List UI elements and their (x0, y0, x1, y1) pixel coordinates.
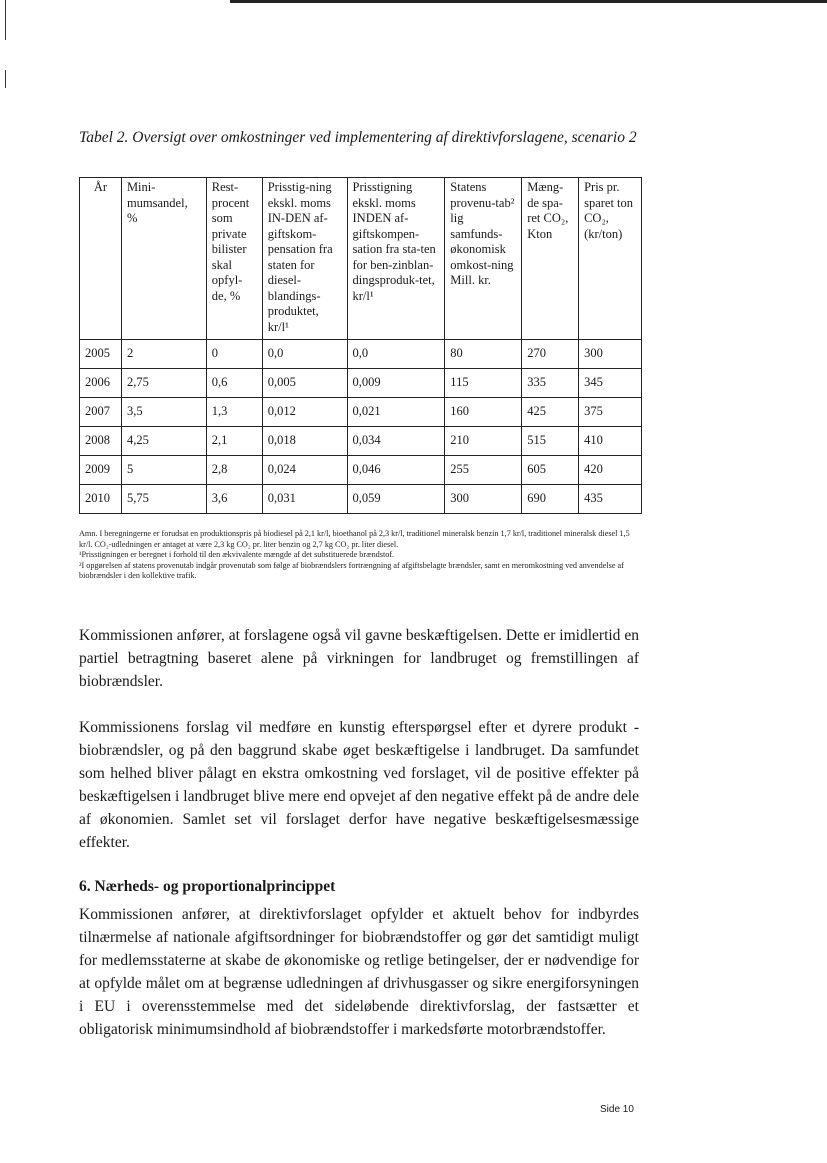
table-cell: 0,6 (206, 369, 262, 398)
table-cell: 690 (522, 485, 579, 514)
table-cell: 0,031 (262, 485, 347, 514)
table-caption: Tabel 2. Oversigt over omkostninger ved implementering af direktivforslagene, scenario 2 (79, 129, 637, 146)
table-cell: 0,021 (347, 398, 445, 427)
table-cell: 160 (445, 398, 522, 427)
table-cell: 115 (445, 369, 522, 398)
table-cell: 1,3 (206, 398, 262, 427)
header-state-loss: Statens provenu-tab² lig samfunds-økonomisk omkost-ning Mill. kr. (445, 178, 522, 340)
table-row (80, 369, 642, 398)
table-cell: 420 (579, 456, 642, 485)
table-row (80, 456, 642, 485)
note-footnote-2: ²I opgørelsen af statens provenutab indgår provenutab som følge af biobrændslers fortrængning af afgiftsbelagte brændsler, samt en meromkostning ved anvendelse af biobrændsler i den kollektive trafik. (79, 560, 624, 581)
table-cell: 0,018 (262, 427, 347, 456)
table-header-row (80, 178, 642, 340)
table-cell: 0 (206, 340, 262, 369)
scan-mark (5, 0, 6, 40)
table-cell: 335 (522, 369, 579, 398)
header-price-per-ton: Pris pr. sparet ton CO₂, (kr/ton) (579, 178, 642, 340)
header-year: År (80, 178, 122, 340)
table-row (80, 427, 642, 456)
header-rest-percent: Rest-procent som private bilister skal opfyl-de, % (206, 178, 262, 340)
table-cell: 2,1 (206, 427, 262, 456)
cost-table (79, 177, 642, 514)
table-cell: 2005 (80, 340, 122, 369)
table-cell: 80 (445, 340, 522, 369)
table-cell: 0,034 (347, 427, 445, 456)
paragraph-employment: Kommissionen anfører, at forslagene også vil gavne beskæftigelsen. Dette er imidlertid en partiel betragtning baseret alene på virkningen for landbruget og fremstillingen af biobrændsler. (79, 627, 639, 690)
section-heading: 6. Nærheds- og proportionalprincippet (79, 878, 336, 895)
table-notes (79, 529, 644, 582)
header-diesel-price: Prisstig-ning ekskl. moms IN-DEN af-giftskom-pensation fra staten for diesel-blandings-produktet, kr/l¹ (262, 178, 347, 340)
table-row (80, 485, 642, 514)
table-cell: 4,25 (121, 427, 206, 456)
table-cell: 300 (445, 485, 522, 514)
page-number: Side 10 (600, 1104, 634, 1115)
top-edge-line (230, 0, 827, 3)
section-body: Kommissionen anfører, at direktivforslaget opfylder et aktuelt behov for indbyrdes tilnærmelse af nationale afgiftsordninger for biobrændstoffer og gør det samtidigt muligt for medlemsstaterne at skabe de økonomiske og retlige betingelser, der er nødvendige for at opfylde målet om at begrænse udledningen af drivhusgasser og sikre energiforsyningen i EU i overensstemmelse med det sideløbende direktivforslag, der fastsætter et obligatorisk minimumsindhold af biobrændstoffer i markedsførte motorbrændstoffer. (79, 906, 639, 1038)
note-footnote-1: ¹Prisstigningen er beregnet i forhold til den ækvivalente mængde af det substituerede brændstof. (79, 550, 395, 560)
table-cell: 435 (579, 485, 642, 514)
table-cell: 5 (121, 456, 206, 485)
note-assumptions: Amn. I beregningerne er forudsat en produktionspris på biodiesel på 2,1 kr/l, bioethanol på 2,3 kr/l, traditionel mineralsk benzin 1,7 kr/l, traditionel mineralsk diesel 1,5 kr/l. CO₂-udledningen er antaget at være 2,3 kg CO₂ pr. liter benzin og 2,7 kg CO₂ pr. liter diesel. (79, 529, 630, 549)
table-cell: 2,8 (206, 456, 262, 485)
table-cell: 0,046 (347, 456, 445, 485)
table-cell: 2007 (80, 398, 122, 427)
table-row (80, 340, 642, 369)
table-cell: 0,059 (347, 485, 445, 514)
header-co2-saved: Mæng-de spa-ret CO₂, Kton (522, 178, 579, 340)
table-cell: 0,0 (347, 340, 445, 369)
table-cell: 375 (579, 398, 642, 427)
table-cell: 605 (522, 456, 579, 485)
table-cell: 410 (579, 427, 642, 456)
table-cell: 0,005 (262, 369, 347, 398)
table-cell: 2010 (80, 485, 122, 514)
header-min-share: Mini-mumsandel, % (121, 178, 206, 340)
table-cell: 2,75 (121, 369, 206, 398)
table-cell: 345 (579, 369, 642, 398)
table-cell: 2006 (80, 369, 122, 398)
paragraph-demand: Kommissionens forslag vil medføre en kunstig efterspørgsel efter et dyrere produkt - biobrændsler, og på den baggrund skabe øget beskæftigelse i landbruget. Da samfundet som helhed bliver pålagt en ekstra omkostning ved forslaget, vil de positive effekter på beskæftigelsen i landbruget blive mere end opvejet af den negative effekt på de andre dele af økonomien. Samlet set vil forslaget derfor have negative beskæftigelsesmæssige effekter. (79, 719, 639, 851)
table-cell: 2008 (80, 427, 122, 456)
table-cell: 2 (121, 340, 206, 369)
table-row (80, 398, 642, 427)
table-cell: 0,0 (262, 340, 347, 369)
table-cell: 0,012 (262, 398, 347, 427)
table-cell: 3,5 (121, 398, 206, 427)
table-cell: 515 (522, 427, 579, 456)
scan-mark (5, 70, 6, 88)
table-cell: 210 (445, 427, 522, 456)
table-cell: 255 (445, 456, 522, 485)
table-cell: 0,009 (347, 369, 445, 398)
table-cell: 270 (522, 340, 579, 369)
table-cell: 5,75 (121, 485, 206, 514)
table-cell: 425 (522, 398, 579, 427)
table-cell: 300 (579, 340, 642, 369)
header-petrol-price: Prisstigning ekskl. moms INDEN af-giftskompen-sation fra sta-ten for ben-zinblan-dingsproduk-tet, kr/l¹ (347, 178, 445, 340)
table-cell: 0,024 (262, 456, 347, 485)
table-cell: 3,6 (206, 485, 262, 514)
table-cell: 2009 (80, 456, 122, 485)
